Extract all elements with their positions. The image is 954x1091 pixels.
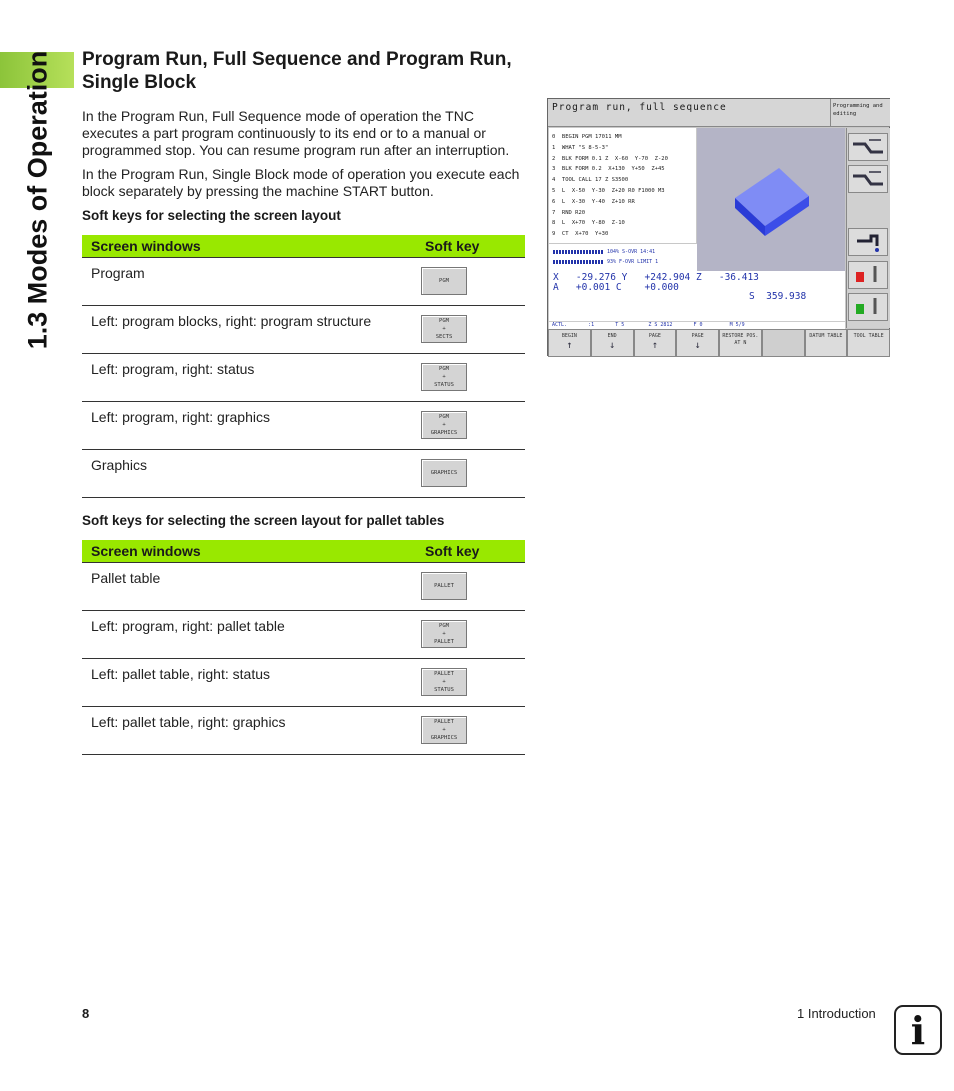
spindle-off-icon[interactable]	[848, 261, 888, 289]
actual-status-line: ACTL. :1 T 5 Z S 2812 F 0 M 5/9	[549, 321, 845, 329]
table-row: Left: program, right: graphics PGM + GRAPHICS	[82, 401, 525, 449]
mode-title: Program run, full sequence	[548, 99, 830, 127]
softkey-tool-table[interactable]: TOOL TABLE	[847, 329, 890, 357]
softkey-pgm[interactable]: PGM	[421, 267, 467, 295]
intro-paragraph-1: In the Program Run, Full Sequence mode of operation the TNC executes a part program continuously to its end or to a manual or programmed stop. You can resume program run after an interruption.	[82, 108, 510, 158]
softkey-begin[interactable]: BEGIN ↑	[548, 329, 591, 357]
softkey-pallet[interactable]: PALLET	[421, 572, 467, 600]
section-heading: Program Run, Full Sequence and Program Run, Single Block	[82, 49, 512, 93]
softkey-page-up[interactable]: PAGE ↑	[634, 329, 677, 357]
softkey-pgm-status[interactable]: PGM + STATUS	[421, 363, 467, 391]
machine-function-icon[interactable]	[848, 133, 888, 161]
table-row: Left: program, right: status PGM + STATUS	[82, 353, 525, 401]
override-display: 104% S-OVR 14:41 93% F-OVR LIMIT 1	[549, 244, 697, 271]
program-blocks-window: 0 BEGIN PGM 17011 MM 1 WHAT "S 8-5-3" 2 BLK FORM 0.1 Z X-60 Y-70 Z-20 3 BLK FORM 0.2 X+130 Y+50 Z+45 4 TOOL CALL 17 Z S3500 5 L X-50 Y-30 Z+20 R0 F1000 M3 6 L X-30 Y-40 Z+10 RR 7 RND R20 8 L X+70 Y-80 Z-10 9 CT X+70 Y+30	[549, 128, 696, 243]
table-row: Graphics GRAPHICS	[82, 449, 525, 497]
horizontal-softkey-bar	[548, 329, 890, 357]
table-row: Left: pallet table, right: status PALLET + STATUS	[82, 658, 525, 706]
column-header-screen-windows: Screen windows	[82, 235, 421, 257]
softkey-end[interactable]: END ↓	[591, 329, 634, 357]
softkey-pgm-graphics[interactable]: PGM + GRAPHICS	[421, 411, 467, 439]
table-row: Left: program, right: pallet table PGM + PALLET	[82, 610, 525, 658]
softkey-table-pallet-layout	[82, 540, 525, 755]
softkey-restore-pos[interactable]: RESTORE POS. AT N	[719, 329, 762, 357]
column-header-screen-windows: Screen windows	[82, 540, 421, 562]
coolant-icon[interactable]	[848, 228, 888, 256]
softkey-pgm-sects[interactable]: PGM + SECTS	[421, 315, 467, 343]
softkey-pgm-pallet[interactable]: PGM + PALLET	[421, 620, 467, 648]
column-header-soft-key: Soft key	[421, 540, 525, 562]
table-row: Left: program blocks, right: program structure PGM + SECTS	[82, 305, 525, 353]
softkey-datum-table[interactable]: DATUM TABLE	[805, 329, 848, 357]
graphics-window	[697, 128, 845, 271]
softkey-pallet-graphics[interactable]: PALLET + GRAPHICS	[421, 716, 467, 744]
softkey-graphics[interactable]: GRAPHICS	[421, 459, 467, 487]
spindle-on-icon[interactable]	[848, 293, 888, 321]
machine-function-icon[interactable]	[848, 165, 888, 193]
column-header-soft-key: Soft key	[421, 235, 525, 257]
page-number: 8	[82, 1006, 90, 1021]
intro-paragraph-2: In the Program Run, Single Block mode of operation you execute each block separately by pressing the machine START button.	[82, 166, 520, 199]
softkey-table-screen-layout	[82, 235, 525, 498]
softkey-pallet-status[interactable]: PALLET + STATUS	[421, 668, 467, 696]
side-chapter-title: 1.3 Modes of Operation	[22, 50, 53, 350]
position-display: X -29.276 Y +242.904 Z -36.413 A +0.001 C +0.000 S 359.938	[549, 271, 845, 321]
info-icon: i	[894, 1005, 942, 1055]
subheading-pallet-layout: Soft keys for selecting the screen layout for pallet tables	[82, 513, 445, 528]
table-row: Pallet table PALLET	[82, 562, 525, 610]
workpiece-3d-graphic	[697, 128, 845, 271]
mode-programming[interactable]: Programming and editing	[830, 99, 890, 127]
table-row: Program PGM	[82, 257, 525, 305]
table-row: Left: pallet table, right: graphics PALLET + GRAPHICS	[82, 706, 525, 754]
softkey-page-down[interactable]: PAGE ↓	[676, 329, 719, 357]
chapter-label: 1 Introduction	[797, 1006, 876, 1021]
subheading-screen-layout: Soft keys for selecting the screen layout	[82, 208, 341, 223]
tnc-screenshot	[547, 98, 890, 356]
softkey-empty[interactable]	[762, 329, 805, 357]
